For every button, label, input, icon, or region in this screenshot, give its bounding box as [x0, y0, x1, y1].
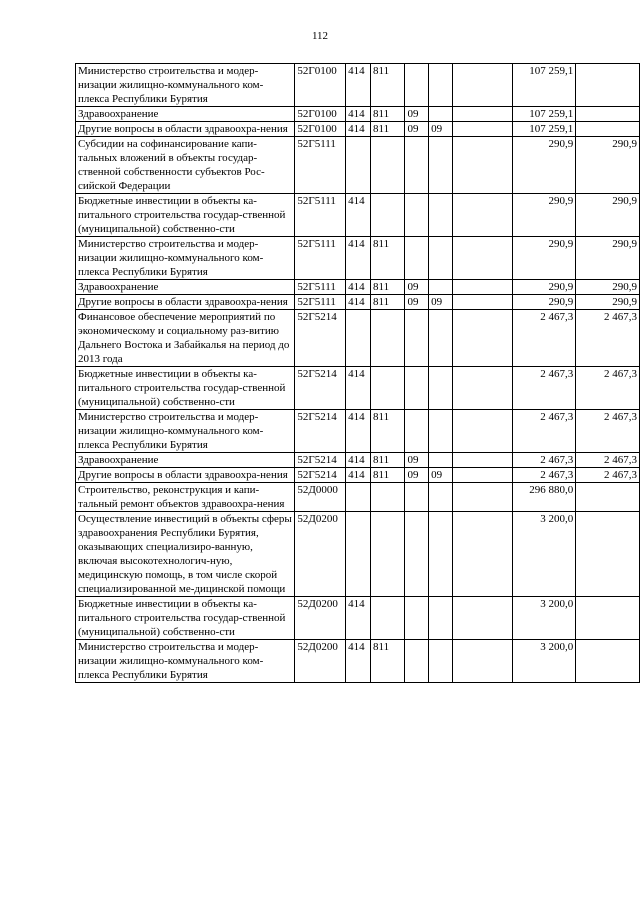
amount-federal	[576, 512, 640, 597]
section-code	[405, 194, 429, 237]
table-row	[76, 122, 640, 137]
section-code	[405, 310, 429, 367]
subsection-code	[429, 107, 453, 122]
subsection-code	[429, 410, 453, 453]
table-body	[76, 64, 640, 683]
section-code: 09	[405, 122, 429, 137]
ministry-code	[371, 597, 405, 640]
extra-code	[452, 512, 512, 597]
ministry-code: 811	[371, 64, 405, 107]
extra-code	[452, 410, 512, 453]
amount-federal: 290,9	[576, 237, 640, 280]
extra-code	[452, 194, 512, 237]
target-article-code: 52Д0000	[295, 483, 346, 512]
row-name: Здравоохранение	[76, 107, 295, 122]
ministry-code	[371, 137, 405, 194]
section-code	[405, 640, 429, 683]
extra-code	[452, 107, 512, 122]
extra-code	[452, 640, 512, 683]
target-article-code: 52Г5111	[295, 237, 346, 280]
expense-type-code: 414	[346, 367, 371, 410]
subsection-code	[429, 453, 453, 468]
table-row	[76, 410, 640, 453]
table-row	[76, 483, 640, 512]
amount-federal: 2 467,3	[576, 367, 640, 410]
subsection-code: 09	[429, 295, 453, 310]
row-name: Бюджетные инвестиции в объекты ка-питального строительства государ-ственной (муниципальной) собственно-сти	[76, 367, 295, 410]
section-code	[405, 483, 429, 512]
amount-total: 290,9	[512, 194, 576, 237]
ministry-code: 811	[371, 122, 405, 137]
target-article-code: 52Г0100	[295, 122, 346, 137]
section-code	[405, 597, 429, 640]
table-row	[76, 468, 640, 483]
subsection-code	[429, 237, 453, 280]
extra-code	[452, 453, 512, 468]
amount-federal: 290,9	[576, 280, 640, 295]
amount-total: 107 259,1	[512, 107, 576, 122]
ministry-code: 811	[371, 107, 405, 122]
amount-total: 296 880,0	[512, 483, 576, 512]
expense-type-code	[346, 310, 371, 367]
ministry-code: 811	[371, 468, 405, 483]
budget-table	[75, 63, 640, 683]
amount-federal: 290,9	[576, 137, 640, 194]
extra-code	[452, 597, 512, 640]
row-name: Субсидии на софинансирование капи-тальных вложений в объекты государ-ственной собственности субъектов Рос-сийской Федерации	[76, 137, 295, 194]
subsection-code	[429, 640, 453, 683]
amount-total: 290,9	[512, 137, 576, 194]
amount-total: 2 467,3	[512, 468, 576, 483]
subsection-code	[429, 367, 453, 410]
row-name: Министерство строительства и модер-низации жилищно-коммунального ком-плекса Республики Бурятия	[76, 237, 295, 280]
target-article-code: 52Г0100	[295, 107, 346, 122]
table-row	[76, 194, 640, 237]
amount-total: 2 467,3	[512, 410, 576, 453]
subsection-code	[429, 310, 453, 367]
subsection-code	[429, 137, 453, 194]
ministry-code: 811	[371, 640, 405, 683]
subsection-code: 09	[429, 122, 453, 137]
table-row	[76, 237, 640, 280]
table-row	[76, 280, 640, 295]
section-code	[405, 137, 429, 194]
expense-type-code	[346, 512, 371, 597]
expense-type-code: 414	[346, 280, 371, 295]
table-row	[76, 107, 640, 122]
extra-code	[452, 122, 512, 137]
target-article-code: 52Д0200	[295, 512, 346, 597]
amount-total: 3 200,0	[512, 597, 576, 640]
extra-code	[452, 310, 512, 367]
amount-total: 2 467,3	[512, 367, 576, 410]
expense-type-code: 414	[346, 597, 371, 640]
target-article-code: 52Г5111	[295, 295, 346, 310]
amount-total: 290,9	[512, 237, 576, 280]
ministry-code: 811	[371, 453, 405, 468]
section-code: 09	[405, 295, 429, 310]
row-name: Здравоохранение	[76, 453, 295, 468]
row-name: Бюджетные инвестиции в объекты ка-питального строительства государ-ственной (муниципальной) собственно-сти	[76, 597, 295, 640]
amount-total: 2 467,3	[512, 453, 576, 468]
subsection-code	[429, 280, 453, 295]
table-row	[76, 512, 640, 597]
subsection-code	[429, 194, 453, 237]
extra-code	[452, 483, 512, 512]
amount-federal	[576, 107, 640, 122]
target-article-code: 52Д0200	[295, 597, 346, 640]
target-article-code: 52Д0200	[295, 640, 346, 683]
ministry-code	[371, 512, 405, 597]
row-name: Другие вопросы в области здравоохра-нения	[76, 122, 295, 137]
section-code	[405, 64, 429, 107]
amount-federal	[576, 483, 640, 512]
ministry-code: 811	[371, 295, 405, 310]
subsection-code	[429, 512, 453, 597]
extra-code	[452, 468, 512, 483]
expense-type-code: 414	[346, 122, 371, 137]
amount-total: 290,9	[512, 280, 576, 295]
table-row	[76, 137, 640, 194]
target-article-code: 52Г5214	[295, 410, 346, 453]
subsection-code	[429, 483, 453, 512]
extra-code	[452, 280, 512, 295]
ministry-code	[371, 194, 405, 237]
amount-total: 3 200,0	[512, 640, 576, 683]
extra-code	[452, 64, 512, 107]
expense-type-code: 414	[346, 295, 371, 310]
amount-total: 3 200,0	[512, 512, 576, 597]
table-row	[76, 310, 640, 367]
expense-type-code	[346, 483, 371, 512]
amount-federal	[576, 122, 640, 137]
table-row	[76, 64, 640, 107]
section-code: 09	[405, 468, 429, 483]
section-code	[405, 512, 429, 597]
amount-federal: 2 467,3	[576, 310, 640, 367]
expense-type-code: 414	[346, 64, 371, 107]
ministry-code: 811	[371, 280, 405, 295]
subsection-code: 09	[429, 468, 453, 483]
amount-federal: 2 467,3	[576, 410, 640, 453]
section-code: 09	[405, 453, 429, 468]
extra-code	[452, 295, 512, 310]
amount-total: 107 259,1	[512, 122, 576, 137]
section-code: 09	[405, 107, 429, 122]
table-row	[76, 367, 640, 410]
row-name: Министерство строительства и модер-низации жилищно-коммунального ком-плекса Республики Бурятия	[76, 640, 295, 683]
ministry-code: 811	[371, 237, 405, 280]
table-row	[76, 453, 640, 468]
expense-type-code	[346, 137, 371, 194]
amount-federal: 290,9	[576, 295, 640, 310]
expense-type-code: 414	[346, 410, 371, 453]
table-row	[76, 597, 640, 640]
expense-type-code: 414	[346, 194, 371, 237]
ministry-code	[371, 367, 405, 410]
target-article-code: 52Г5111	[295, 137, 346, 194]
amount-federal	[576, 597, 640, 640]
amount-federal	[576, 64, 640, 107]
subsection-code	[429, 597, 453, 640]
subsection-code	[429, 64, 453, 107]
section-code: 09	[405, 280, 429, 295]
section-code	[405, 237, 429, 280]
page-number: 112	[311, 30, 329, 42]
row-name: Другие вопросы в области здравоохра-нения	[76, 295, 295, 310]
row-name: Осуществление инвестиций в объекты сферы здравоохранения Республики Бурятия, оказывающих специализиро-ванную, включая высокотехнологич-ную, медицинскую помощь, в том числе скорой специализированной ме-дицинской помощи	[76, 512, 295, 597]
target-article-code: 52Г5214	[295, 453, 346, 468]
expense-type-code: 414	[346, 468, 371, 483]
row-name: Министерство строительства и модер-низации жилищно-коммунального ком-плекса Республики Бурятия	[76, 410, 295, 453]
row-name: Другие вопросы в области здравоохра-нения	[76, 468, 295, 483]
table-row	[76, 640, 640, 683]
amount-total: 290,9	[512, 295, 576, 310]
ministry-code	[371, 483, 405, 512]
target-article-code: 52Г5214	[295, 468, 346, 483]
expense-type-code: 414	[346, 107, 371, 122]
amount-federal: 2 467,3	[576, 468, 640, 483]
ministry-code	[371, 310, 405, 367]
ministry-code: 811	[371, 410, 405, 453]
section-code	[405, 367, 429, 410]
row-name: Министерство строительства и модер-низации жилищно-коммунального ком-плекса Республики Бурятия	[76, 64, 295, 107]
amount-total: 107 259,1	[512, 64, 576, 107]
expense-type-code: 414	[346, 453, 371, 468]
target-article-code: 52Г5214	[295, 367, 346, 410]
row-name: Здравоохранение	[76, 280, 295, 295]
target-article-code: 52Г5214	[295, 310, 346, 367]
amount-federal: 290,9	[576, 194, 640, 237]
row-name: Финансовое обеспечение мероприятий по экономическому и социальному раз-витию Дальнего Востока и Забайкалья на период до 2013 года	[76, 310, 295, 367]
row-name: Бюджетные инвестиции в объекты ка-питального строительства государ-ственной (муниципальной) собственно-сти	[76, 194, 295, 237]
table-row	[76, 295, 640, 310]
target-article-code: 52Г5111	[295, 194, 346, 237]
extra-code	[452, 137, 512, 194]
amount-federal: 2 467,3	[576, 453, 640, 468]
section-code	[405, 410, 429, 453]
extra-code	[452, 237, 512, 280]
row-name: Строительство, реконструкция и капи-тальный ремонт объектов здравоохра-нения	[76, 483, 295, 512]
expense-type-code: 414	[346, 237, 371, 280]
extra-code	[452, 367, 512, 410]
target-article-code: 52Г5111	[295, 280, 346, 295]
amount-total: 2 467,3	[512, 310, 576, 367]
amount-federal	[576, 640, 640, 683]
target-article-code: 52Г0100	[295, 64, 346, 107]
expense-type-code: 414	[346, 640, 371, 683]
